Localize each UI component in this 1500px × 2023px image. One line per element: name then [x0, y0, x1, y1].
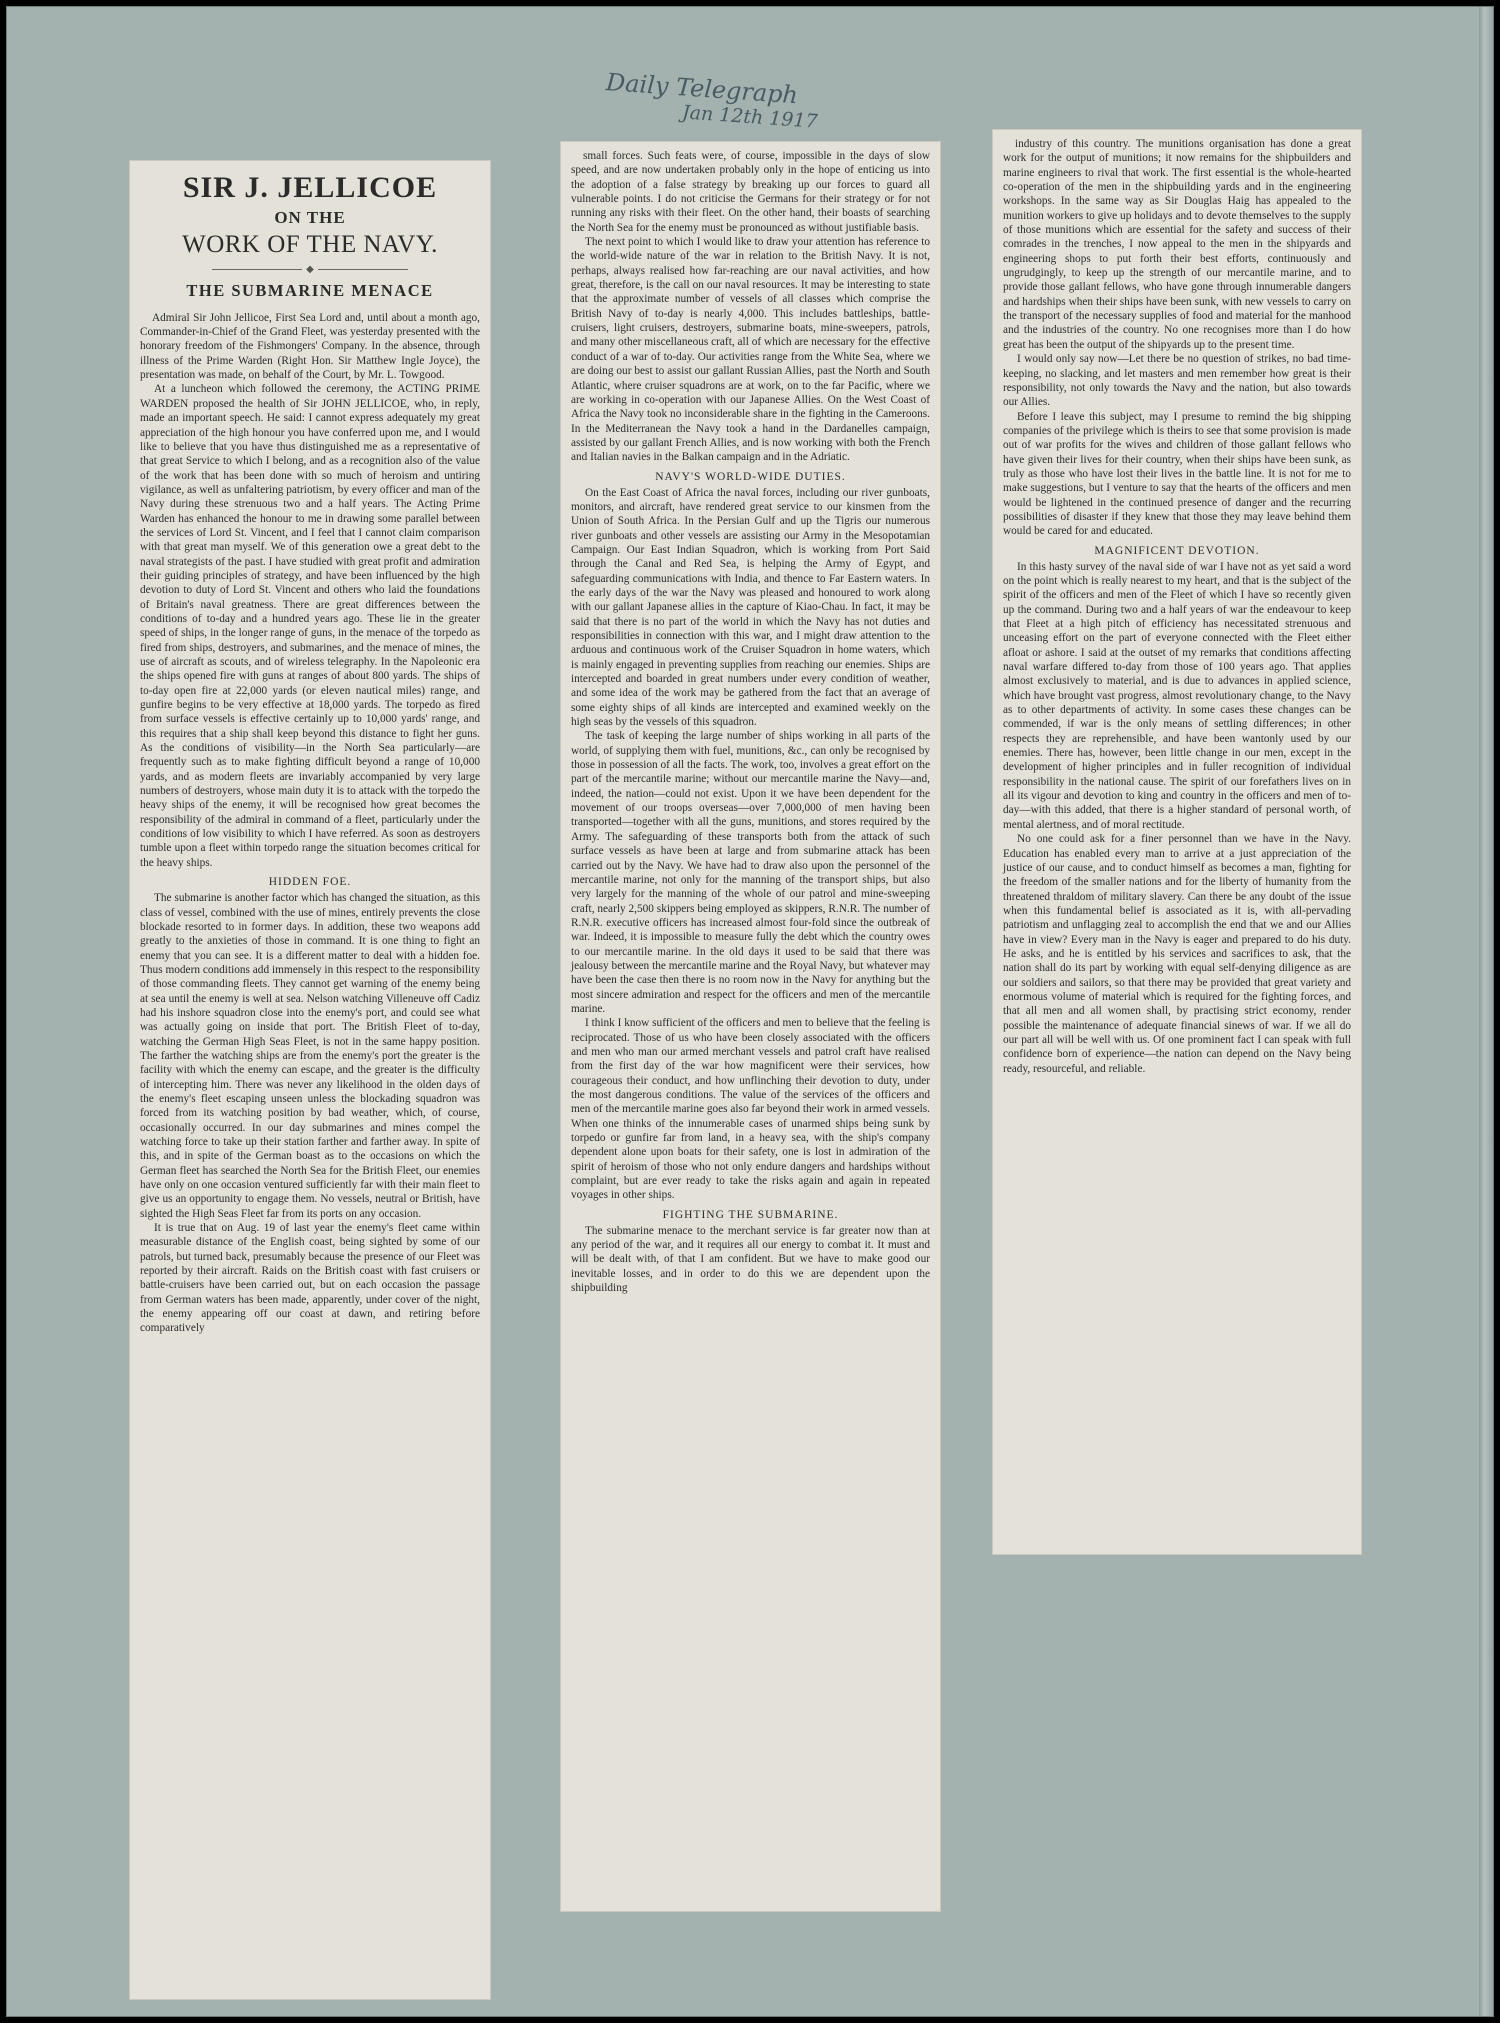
paragraph: The next point to which I would like to draw your attention has reference to the world-wide nature of the war in relation to the British Navy. It is not, perhaps, always realised how far-reaching are our naval activities, and how great, therefore, is the call on our naval resources. It may be interesting to state that the approximate number of vessels of all classes which comprise the British Navy of to-day is nearly 4,000. This includes battleships, battle-cruisers, light cruisers, destroyers, submarine boats, mine-sweepers, patrols, and many other miscellaneous craft, all of which are necessary for the effective conduct of a war of to-day. Our activities range from the White Sea, where we are doing our best to assist our gallant Russian Allies, past the North and South Atlantic, where cruiser squadrons are at work, on to the far Pacific, where we are working in co-operation with our Japanese Allies. On the West Coast of Africa the Navy took no inconsiderable share in the fighting in the Cameroons. In the Mediterranean the Navy took a hand in the Dardanelles campaign, assisted by our gallant French Allies, and is now working with both the French and Italian navies in the Balkan campaign and in the Adriatic.: [571, 236, 930, 464]
paragraph: In this hasty survey of the naval side of war I have not as yet said a word on the point which is really nearest to my heart, and that is the subject of the spirit of the officers and men of the Fleet of which I have so recently given up the command. During two and a half years of war the endeavour to keep that Fleet at a high pitch of efficiency has necessitated strenuous and unceasing effort on the part of everyone connected with the Fleet either afloat or ashore. I said at the outset of my remarks that conditions affecting naval warfare differed to-day from those of 100 years ago. That applies almost exclusively to material, and is due to advances in applied science, which have brought vast progress, almost revolutionary change, to the Navy as to other departments of activity. In some cases these changes can be commended, if war is the only means of settling differences; in other respects they are reprehensible, and have been wantonly used by our enemies. There has, however, been little change in our men, except in the development of higher principles and in fuller recognition of individual responsibility in the national cause. The spirit of our forefathers lives on in all its vigour and devotion to king and country in the officers and men of to-day—with this added, that there is a higher standard of personal worth, of mental alertness, and of moral rectitude.: [1003, 560, 1351, 831]
headline-line-2: ON THE: [274, 207, 346, 227]
paragraph: The task of keeping the large number of ships working in all parts of the world, of supplying them with fuel, munitions, &c., can only be recognised by those in possession of all the facts. The work, too, involves a great effort on the part of the mercantile marine; without our mercantile marine the Navy—and, indeed, the nation—could not exist. Upon it we have been dependent for the movement of our troops overseas—over 7,000,000 of men having been transported—together with all the guns, munitions, and stores required by the Army. The safeguarding of these transports both from the attack of such surface vessels as have been at large and from submarine attack has been carried out by the Navy. We have had to draw also upon the personnel of the mercantile marine, not only for the manning of the transport ships, but also very largely for the manning of the whole of our patrol and mine-sweeping craft, nearly 2,500 skippers being employed as skippers, R.N.R. The number of R.N.R. executive officers has increased almost four-fold since the outbreak of war. Indeed, it is impossible to measure fully the debt which the country owes to our mercantile marine. In the old days it used to be said that there was jealousy between the mercantile marine and the Royal Navy, but whatever may have been the case then there is no room now in the Navy for anything but the most sincere admiration and respect for the officers and men of the mercantile marine.: [571, 730, 930, 1015]
section-heading: HIDDEN FOE.: [268, 876, 352, 889]
section-heading: MAGNIFICENT DEVOTION.: [1094, 544, 1260, 557]
scrapbook-page: [6, 6, 1494, 2017]
clipping-column-1: [129, 160, 491, 2000]
clipping-column-2: [560, 141, 941, 1912]
clipping-column-3: [992, 129, 1362, 1555]
paragraph: Before I leave this subject, may I presume to remind the big shipping companies of the privilege which is theirs to see that some provision is made out of war profits for the wives and children of those gallant fellows who have given their lives for their country, when their ships have been sunk, as truly as those who have lost their lives in the battle line. It is not for me to make suggestions, but I venture to say that the hearts of the officers and men would be lightened in the continued presence of danger and the recurring possibilities of disaster if they knew that those they may leave behind them would be cared for and educated.: [1003, 410, 1351, 538]
section-heading: NAVY'S WORLD-WIDE DUTIES.: [655, 470, 846, 483]
binding-spine: [1479, 7, 1493, 2016]
paragraph: Admiral Sir John Jellicoe, First Sea Lord and, until about a month ago, Commander-in-Chief of the Grand Fleet, was yesterday presented with the honorary freedom of the Fishmongers' Company. In the absence, through illness of the Prime Warden (Right Hon. Sir Matthew Ingle Joyce), the presentation was made, on behalf of the Court, by Mr. L. Towgood.: [140, 311, 480, 382]
paragraph: No one could ask for a finer personnel than we have in the Navy. Education has enabled every man to arrive at a just appreciation of the justice of our cause, and to conduct himself as becomes a man, fighting for the freedom of the smaller nations and for the liberty of humanity from the threatened thraldom of military slavery. Can there be any doubt of the issue when this fundamental belief is associated as it is, with all-pervading patriotism and unflagging zeal to accomplish the end that we and our Allies have in view? Every man in the Navy is eager and prepared to do his duty. He asks, and he is entitled by his services and sacrifices to ask, that the nation shall do its part by working with equal self-denying diligence as are our soldiers and sailors, so that there may be provided that great variety and enormous volume of material which is required for the fighting forces, and that all men and all women shall, by practising strict economy, render possible the maintenance of adequate financial sinews of war. If we all do our part all will be well with us. Of one prominent fact I can speak with full confidence born of experience—the nation can depend on the Navy being ready, resourceful, and reliable.: [1003, 833, 1351, 1075]
paragraph: On the East Coast of Africa the naval forces, including our river gunboats, monitors, and aircraft, have rendered great service to our kinsmen from the Union of South Africa. In the Persian Gulf and up the Tigris our numerous river gunboats and other vessels are assisting our Army in the Mesopotamian Campaign. Our East Indian Squadron, which is working from Port Said through the Canal and Red Sea, is helping the Army of Egypt, and safeguarding communications with India, and thence to Far Eastern waters. In the early days of the war the Navy was pleased and honoured to work along with our gallant Japanese allies in the capture of Kiao-Chau. In fact, it may be said that there is no part of the world in which the Navy has not duties and responsibilities in connection with this war, and I might draw attention to the arduous and continuous work of the Cruiser Squadron in home waters, which is mainly engaged in preventing supplies from reaching our enemies. Ships are intercepted and boarded in great numbers under every condition of weather, and some idea of the work may be gathered from the fact that an average of some eighty ships of all kinds are intercepted and examined weekly on the high seas by the vessels of this squadron.: [571, 486, 930, 729]
paragraph: I think I know sufficient of the officers and men to believe that the feeling is reciprocated. Those of us who have been closely associated with the officers and men who man our armed merchant vessels and patrol craft have realised from the first day of the war how magnificent were their services, how courageous their conduct, and how unflinching their devotion to duty, under the most dangerous conditions. The value of the services of the officers and men of the mercantile marine goes also far beyond their work in armed vessels. When one thinks of the innumerable cases of unarmed ships being sunk by torpedo or gunfire far from land, in a heavy sea, with the ship's company dependent alone upon boats for their safety, one is lost in admiration of the spirit of heroism of those who not only endure dangers and hardships without complaint, but are ever ready to take the risks again and again in repeated voyages in other ships.: [571, 1017, 930, 1202]
handwritten-annotation: [604, 69, 867, 136]
annotation-publication: Daily Telegraph: [605, 68, 799, 110]
paragraph: industry of this country. The munitions organisation has done a great work for the output of munitions; it now remains for the shipbuilders and marine engineers to rival that work. The first essential is the whole-hearted co-operation of the men in the shipbuilding yards and in the engineering workshops. In the same way as Sir Douglas Haig has appealed to the munition workers to give up holidays and to devote themselves to the supply of those munitions which are essential for the safety and success of their comrades in the trenches, I now appeal to the men in the shipyards and engineering shops to put forth their best efforts, continuously and ungrudgingly, to keep up the strength of our mercantile marine, and to provide those gallant fellows, who have gone through innumerable dangers and hardships when their ships have been sunk, with new vessels to carry on the transport of the necessary supplies of food and material for the manhood and the industries of the country. No one recognises more than I do how great has been the output of the shipyards up to the present time.: [1003, 138, 1351, 351]
paragraph: small forces. Such feats were, of course, impossible in the days of slow speed, and are now undertaken probably only in the hope of enticing us into the adoption of a false strategy by breaking up our forces to guard all vulnerable points. I do not criticise the Germans for their strategy or for not running any risks with their fleet. On the other hand, their boasts of searching the North Sea for the enemy must be pronounced as without justifiable basis.: [571, 150, 930, 234]
subheadline: THE SUBMARINE MENACE: [186, 280, 434, 300]
paragraph: I would only say now—Let there be no question of strikes, no bad time-keeping, no slacking, and let masters and men remember how great is their responsibility, not only towards the Navy and the nation, but also towards our Allies.: [1003, 353, 1351, 409]
ornamental-rule: ◆: [140, 264, 480, 275]
annotation-date: Jan 12th 1917: [681, 101, 819, 134]
paragraph: The submarine menace to the merchant service is far greater now than at any period of the war, and it requires all our energy to combat it. It must and will be dealt with, of that I am confident. But we have to make good our inevitable losses, and in order to do this we are dependent upon the shipbuilding: [571, 1224, 930, 1295]
article-masthead: [140, 172, 480, 258]
headline-line-1: SIR J. JELLICOE: [182, 171, 438, 204]
paragraph: At a luncheon which followed the ceremony, the ACTING PRIME WARDEN proposed the health of Sir JOHN JELLICOE, who, in reply, made an important speech. He said: I cannot express adequately my great appreciation of the high honour you have conferred upon me, and I would like to believe that you have thus distinguished me as a representative of that great Service to which I belong, and as a recognition also of the value of the work that has been done with so much of heroism and untiring vigilance, as well as unfaltering patriotism, by every officer and man of the Navy during these strenuous two and a half years. The Acting Prime Warden has enhanced the honour to me in drawing some parallel between the services of Lord St. Vincent, and I feel that I cannot claim comparison with that great man myself. We of this generation owe a great debt to the naval strategists of the past. I have studied with great profit and admiration their guiding principles of strategy, and have been influenced by the high devotion to duty of Lord St. Vincent and others who laid the foundations of Britain's naval greatness. There are great differences between the conditions of to-day and a hundred years ago. These lie in the greater speed of ships, in the longer range of guns, in the menace of the torpedo as fired from ships, destroyers, and submarines, and the menace of mines, the use of aircraft as scouts, and of wireless telegraphy. In the Napoleonic era the ships opened fire with guns at ranges of about 800 yards. The ships of to-day open fire at 22,000 yards (or eleven nautical miles) range, and gunfire begins to be very effective at 18,000 yards. The torpedo as fired from surface vessels is effective certainly up to 10,000 yards' range, and this requires that a ship shall keep beyond this distance to fight her guns. As the conditions of visibility—in the North Sea particularly—are frequently such as to make fighting difficult beyond a range of 10,000 yards, and as modern fleets are invariably accompanied by very large numbers of destroyers, whose main duty it is to attack with the torpedo the heavy ships of the enemy, it will be recognised how great becomes the responsibility of the admiral in command of a fleet, particularly under the conditions of low visibility to which I have referred. As soon as destroyers tumble upon a fleet within torpedo range the situation becomes critical for the heavy ships.: [140, 383, 480, 869]
headline-line-3: WORK OF THE NAVY.: [182, 230, 438, 258]
paragraph: The submarine is another factor which has changed the situation, as this class of vessel, combined with the use of mines, entirely prevents the close blockade resorted to in former days. In addition, these two weapons add greatly to the anxieties of those in command. It is one thing to fight an enemy that you can see. It is a different matter to deal with a hidden foe. Thus modern conditions add immensely in this respect to the responsibility of those commanding fleets. They cannot get warning of the enemy being at sea until the enemy is well at sea. Nelson watching Villeneuve off Cadiz had his inshore squadron close into the enemy's port, and could see what was actually going on inside that port. The British Fleet of to-day, watching the German High Seas Fleet, is not in the same happy position. The farther the watching ships are from the enemy's port the greater is the facility with which the enemy can escape, and the greater is the difficulty of intercepting him. There was never any likelihood in the olden days of the enemy's fleet escaping unseen unless the blockading squadron was forced from its watching position by bad weather, which, of course, occasionally occurred. In our day submarines and mines compel the watching force to take up their station farther and farther away. In spite of this, and in spite of the German boast as to the occasions on which the German fleet has searched the North Sea for the British Fleet, our enemies have only on one occasion ventured sufficiently far with their main fleet to give us an opportunity to engage them. No vessels, neutral or British, have sighted the High Seas Fleet far from its ports on any occasion.: [140, 892, 480, 1220]
paragraph: It is true that on Aug. 19 of last year the enemy's fleet came within measurable distance of the English coast, being sighted by some of our patrols, but turned back, presumably because the presence of our Fleet was reported by their aircraft. Raids on the British coast with fast cruisers or battle-cruisers have been carried out, but on each occasion the passage from German waters has been made, apparently, under cover of the night, the enemy appearing off our coast at dawn, and retiring before comparatively: [140, 1222, 480, 1335]
section-heading: FIGHTING THE SUBMARINE.: [662, 1208, 839, 1221]
